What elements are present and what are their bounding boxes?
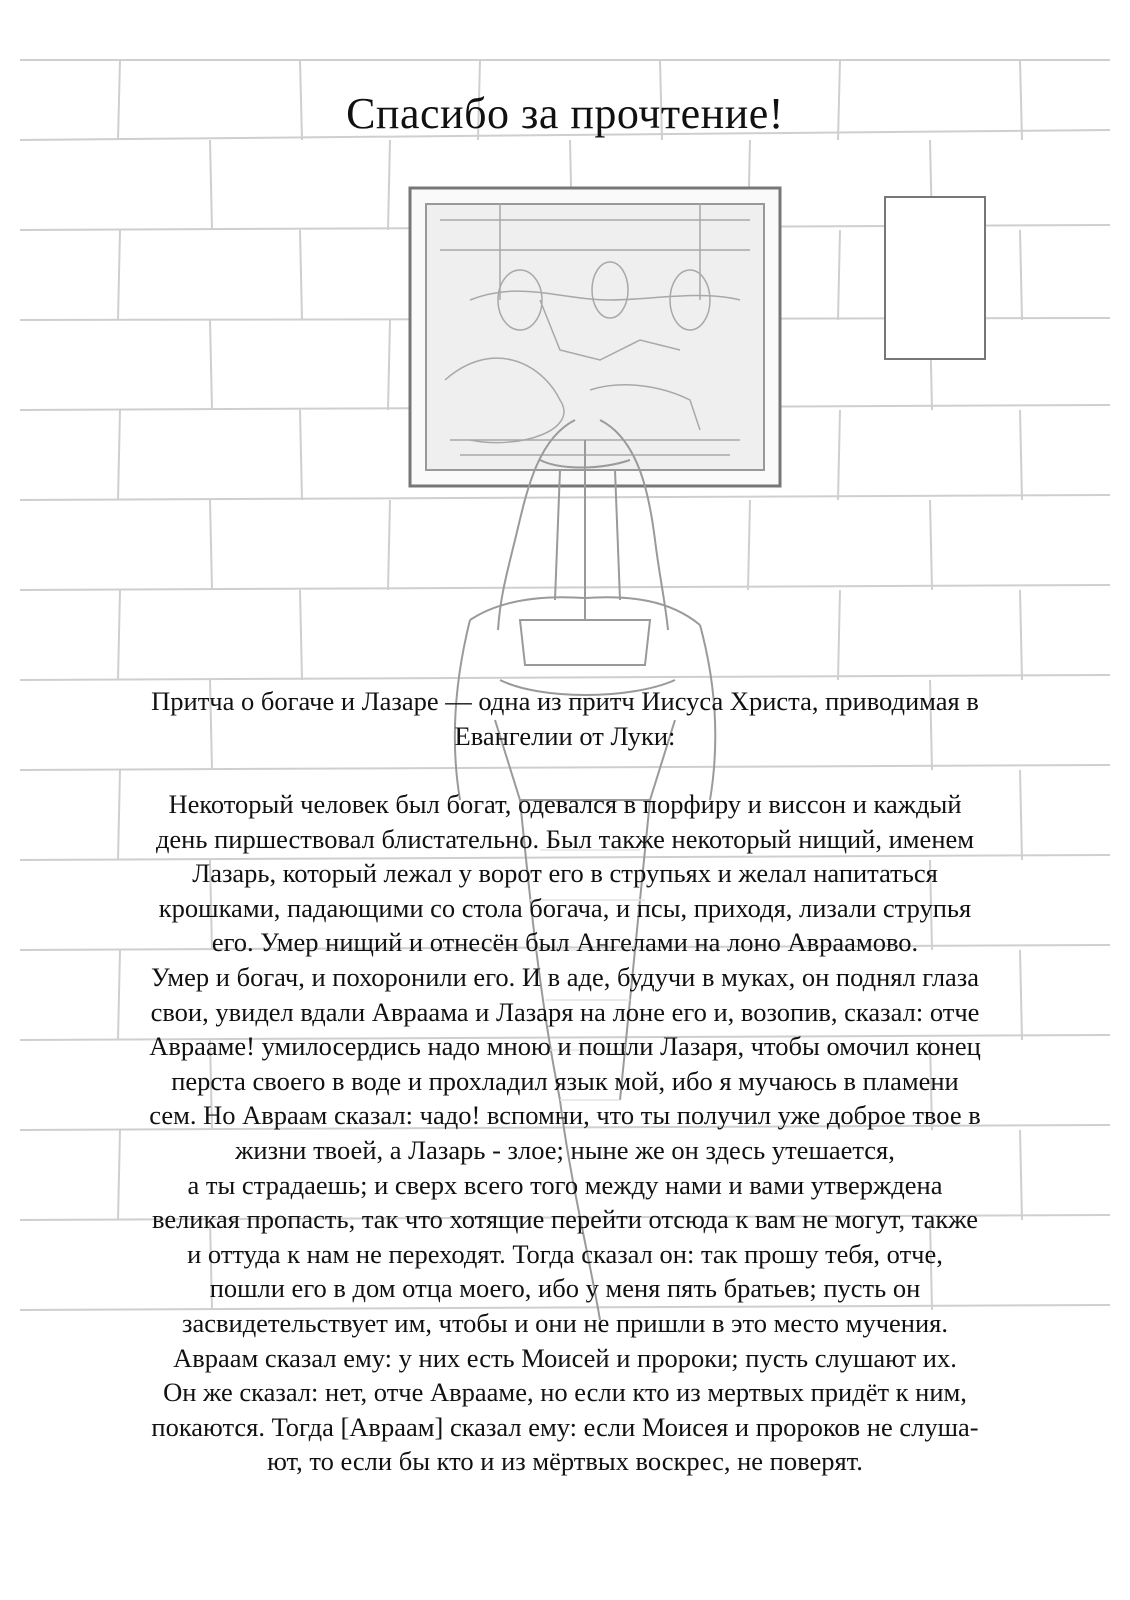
intro-line: Притча о богаче и Лазаре — одна из притч Иисуса Христа, приводимая в [151, 686, 979, 716]
parable-line: свои, увидел вдали Авраама и Лазаря на лоне его и, возопив, сказал: отче [150, 996, 980, 1027]
parable-line: Авраам сказал ему: у них есть Моисей и пророки; пусть слушают их. [173, 1342, 957, 1373]
empty-frame [885, 197, 985, 359]
parable-line: пошли его в дом отца моего, ибо у меня пять братьев; пусть он [209, 1273, 921, 1304]
intro-line: Евангелии от Луки: [454, 720, 676, 751]
parable-line: жизни твоей, а Лазарь - злое; ныне же он здесь утешается, [235, 1134, 895, 1165]
parable-line: Лазарь, который лежал у ворот его в струпьях и желал напитаться [192, 858, 938, 889]
parable-line: великая пропасть, так что хотящие перейти отсюда к вам не могут, также [151, 1204, 979, 1235]
parable-line: его. Умер нищий и отнесён был Ангелами на лоно Авраамово. [211, 927, 919, 958]
intro-paragraph [50, 684, 1080, 753]
parable-line: засвидетельствует им, чтобы и они не пришли в это место мучения. [182, 1307, 948, 1338]
page-title: Спасибо за прочтение! [346, 89, 784, 138]
parable-line: а ты страдаешь; и сверх всего того между нами и вами утверждена [187, 1169, 943, 1200]
parable-line: крошками, падающими со стола богача, и псы, приходя, лизали струпья [158, 892, 972, 923]
parable-line: и оттуда к нам не переходят. Тогда сказал он: так прошу тебя, отче, [187, 1238, 943, 1269]
parable-line: покаются. Тогда [Авраам] сказал ему: если Моисея и пророков не слуша- [151, 1411, 979, 1442]
parable-text [50, 787, 1080, 1479]
parable-line: ют, то если бы кто и из мёртвых воскрес, не поверят. [267, 1446, 863, 1477]
parable-line: сем. Но Авраам сказал: чадо! вспомни, что ты получил уже доброе твое в [149, 1100, 981, 1131]
parable-line: Умер и богач, и похоронили его. И в аде, будучи в муках, он поднял глаза [150, 961, 980, 992]
parable-line: Аврааме! умилосердись надо мною и пошли Лазаря, чтобы омочил конец [149, 1031, 981, 1062]
parable-line: день пиршествовал блистательно. Был также некоторый нищий, именем [155, 823, 975, 854]
parable-line: Он же сказал: нет, отче Аврааме, но если кто из мертвых придёт к ним, [163, 1377, 967, 1408]
parable-line: перста своего в воде и прохладил язык мой, ибо я мучаюсь в пламени [171, 1065, 959, 1096]
parable-line: Некоторый человек был богат, одевался в порфиру и виссон и каждый [168, 789, 962, 819]
framed-painting [410, 188, 780, 486]
